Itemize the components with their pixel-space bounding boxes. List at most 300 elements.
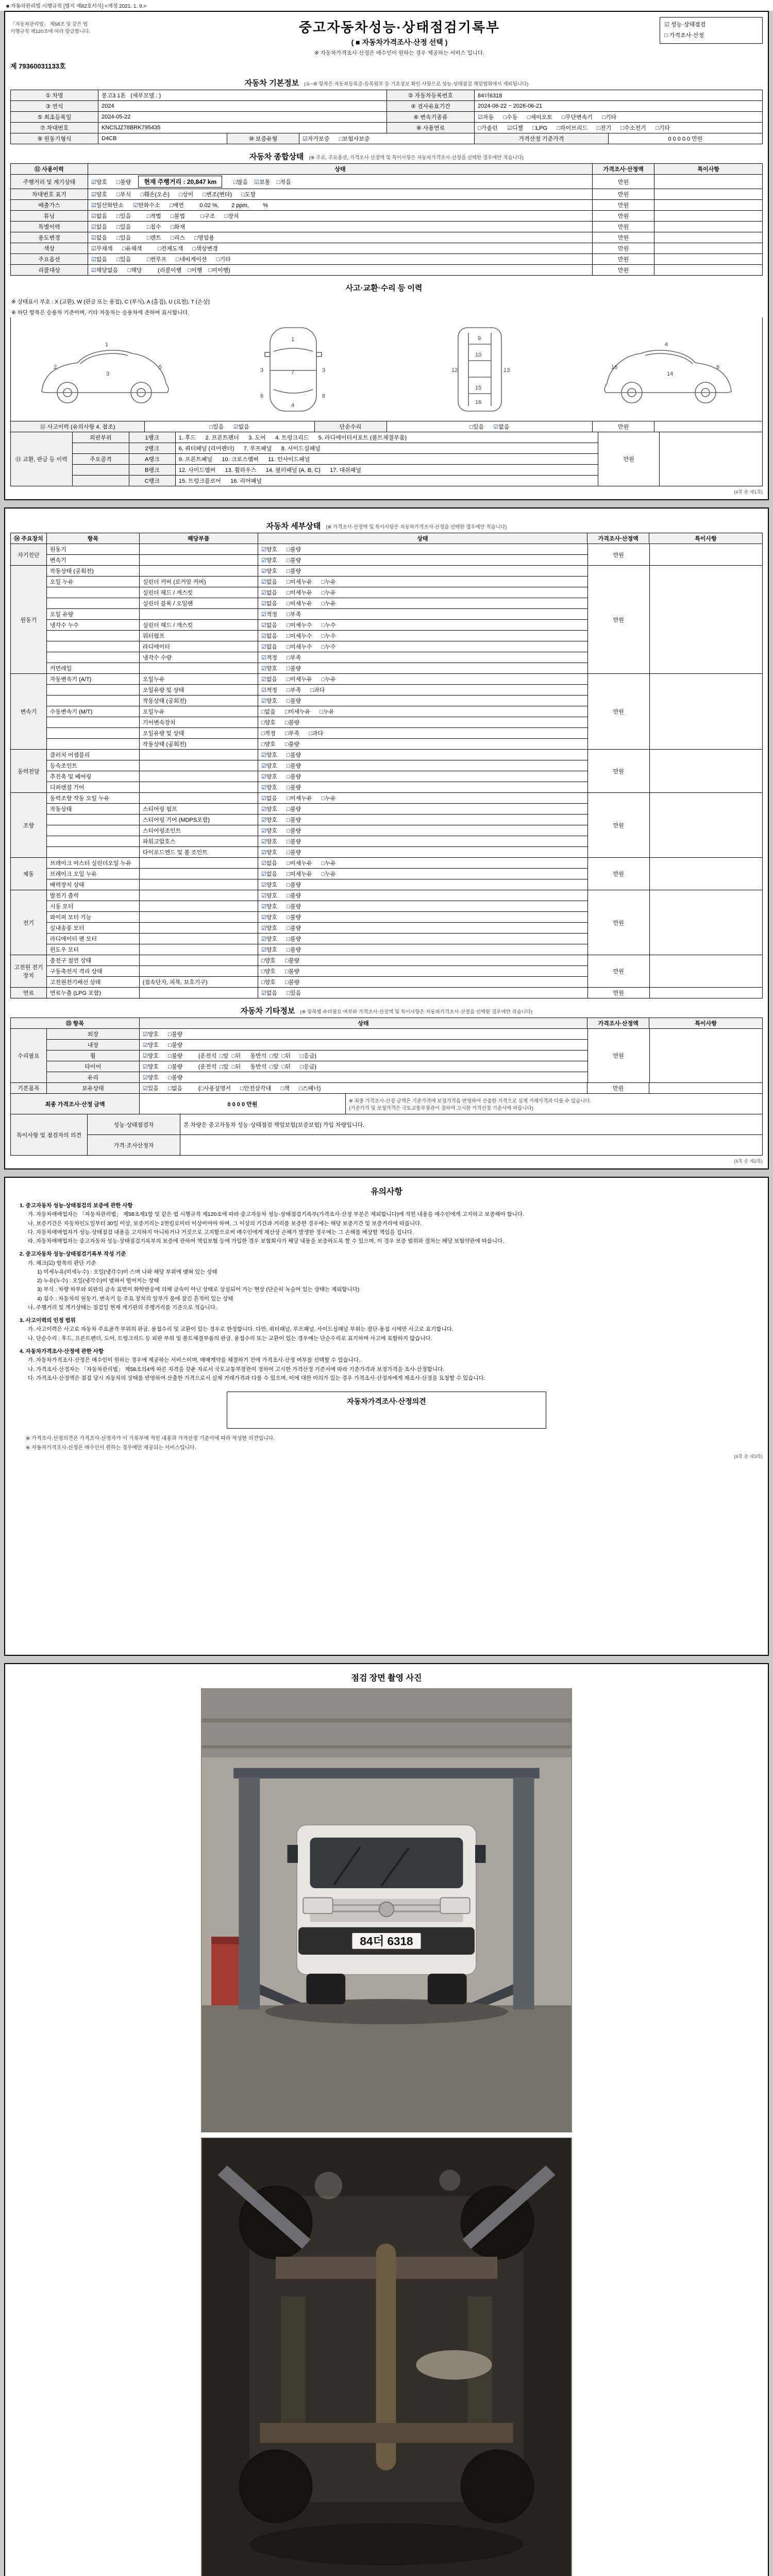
item-label: 원동기: [47, 544, 140, 555]
part-label: [140, 869, 258, 879]
repair-row: [47, 1061, 588, 1072]
notice-paragraph: 3. 사고이력의 인정 범위: [20, 1317, 76, 1324]
column-header: 가격조사·산정액: [587, 533, 649, 544]
part-label: [140, 934, 258, 944]
svg-text:16: 16: [475, 399, 482, 405]
svg-text:7: 7: [291, 369, 294, 376]
row-label: 색상: [11, 243, 88, 254]
notice-paragraph: 2) 누유(누수) : 오일(냉각수)이 맺혀서 떨어지는 상태: [37, 1278, 159, 1284]
inspector-opinion-group: [11, 1114, 763, 1156]
device-group-name: 전기: [11, 890, 47, 955]
svg-text:3: 3: [260, 367, 263, 374]
device-group: [11, 858, 763, 890]
document-number: 제 79360031133호: [10, 62, 66, 70]
row-label: 튜닝: [11, 211, 88, 222]
item-label: 라디에이터 팬 모터: [47, 934, 140, 944]
legend-checkbox-row: ☑ 성능·상태점검: [664, 22, 706, 28]
state-options: ☑ 양호 □불량: [258, 944, 588, 955]
car-diagrams: [10, 317, 763, 421]
rank-label: B랭크: [129, 465, 176, 476]
state-options: ☑ 양호 □불량: [258, 912, 588, 923]
device-row: [47, 750, 588, 760]
item-label: [47, 652, 140, 663]
notice-post-lines: [10, 1434, 763, 1451]
price-cell: 만원: [593, 232, 654, 243]
item-label: 오일 누유: [47, 577, 140, 587]
mileage-options: ☑양호 □불량: [91, 179, 131, 185]
page-mark: (4쪽 중 제3쪽): [734, 1454, 763, 1460]
note-cell: [650, 793, 763, 858]
price-cell: 만원: [593, 200, 654, 211]
document-title: 중고자동차성능·상태점검기록부: [298, 20, 500, 35]
state-options: ☑ 양호 □불량: [140, 1029, 588, 1040]
price-cell: 만원: [588, 566, 650, 674]
device-row: [47, 869, 588, 879]
page-mark: (4쪽 중 제2쪽): [734, 1159, 763, 1164]
device-row: [47, 706, 588, 717]
state-options: ☑ 양호 □불량: [258, 696, 588, 706]
state-options: ☑ 양호 □불량: [258, 544, 588, 555]
part-label: 작동상태 (공회전): [140, 696, 258, 706]
opinion-row: [88, 1114, 763, 1135]
item-label: [47, 836, 140, 847]
device-row: [47, 760, 588, 771]
price-cell: 만원: [588, 988, 650, 998]
price-cell: 만원: [588, 955, 650, 988]
header-left-line: 「자동차관리법」 제58조 및 같은 법: [10, 22, 88, 27]
notice-paragraph: 가. 사고이력은 사고로 자동차 주요골격 부위의 판금, 용접수리 및 교환이 있는 경우로 한정합니다. 다만, 쿼터패널, 루프패널, 사이드실패널 부위는 절단·용접 시에만 사고로 표기합니다.: [28, 1326, 453, 1333]
part-label: [140, 988, 258, 998]
state-options: ☑ 없음 □미세누유 □누유: [258, 858, 588, 869]
item-label: [47, 847, 140, 858]
device-row: [47, 544, 588, 555]
part-group-label: 주요골격: [73, 454, 129, 465]
state-options: ☑ 양호 □불량: [140, 1072, 588, 1083]
rank-label: 1랭크: [129, 432, 176, 443]
device-row: [47, 912, 588, 923]
device-row: [47, 944, 588, 955]
note-cell: [650, 955, 763, 988]
price-cell: 만원: [588, 544, 650, 566]
rank-label: A랭크: [129, 454, 176, 465]
device-group-rows: [47, 544, 588, 566]
device-row: [47, 739, 588, 750]
state-options: ☑ 일산화탄소 ☑ 탄화수소 □매연 0.02 %, 2 ppm, %: [88, 200, 593, 211]
svg-text:8: 8: [322, 393, 325, 399]
note-cell: [654, 265, 763, 276]
state-options: ☑ 양호 □불량: [258, 782, 588, 793]
state-options: ☑ 양호 □불량: [258, 760, 588, 771]
notice-paragraph: 나. 주행거리 및 계기상태는 점검일 현재 계기판의 주행거리를 기준으로 적습니다.: [28, 1304, 217, 1311]
svg-text:2: 2: [54, 364, 57, 370]
device-row: [47, 771, 588, 782]
part-label: [140, 566, 258, 577]
device-group-rows: [47, 890, 588, 955]
opinion-group-label: 특이사항 및 점검자의 의견: [11, 1114, 88, 1156]
part-label: [140, 663, 258, 674]
mileage-state-cell: [88, 175, 593, 189]
rank-label: 2랭크: [129, 443, 176, 454]
price-cell: 만원: [588, 1029, 650, 1083]
device-group-name: 제동: [11, 858, 47, 890]
column-header: 항목: [47, 533, 140, 544]
repair-needed-group: [11, 1029, 763, 1083]
device-row: [47, 804, 588, 815]
state-options: ☑ 양호 □불량 (운전석 □앞 □뒤 동반석 □앞 □뒤 □응급): [140, 1050, 588, 1061]
section-detail-title: 자동차 세부상태 (※ 가격조사·산정액 및 특이사항은 자동차가격조사·산정을 선택한 경우에만 적습니다): [266, 522, 507, 531]
device-row: [47, 847, 588, 858]
note-cell: [650, 544, 763, 566]
overall-row: [11, 200, 763, 211]
item-label: [47, 696, 140, 706]
device-group-rows: [47, 858, 588, 890]
item-label: [47, 631, 140, 641]
device-group-rows: [47, 988, 588, 998]
device-group: [11, 793, 763, 858]
sheet-page-3: [4, 1177, 769, 1656]
item-label: 배력장치 상태: [47, 879, 140, 890]
state-options: ☑ 해당없음 □해당 (리콜이행 □이행 □미이행): [88, 265, 593, 276]
state-options: ☑ 양호 □불량: [258, 750, 588, 760]
state-options: ☑ 양호 □불량 (운전석 □앞 □뒤 동반석 □앞 □뒤 □응급): [140, 1061, 588, 1072]
opinion-row: [88, 1135, 763, 1156]
field-label: ⑦ 차대번호: [11, 123, 98, 133]
base-price-value: 0 0 0 0 0 만원: [609, 133, 763, 144]
item-label: 유리: [47, 1072, 140, 1083]
overall-rows: [11, 189, 763, 276]
price-cell: 만원: [593, 254, 654, 265]
column-header: 특이사항: [649, 1018, 763, 1029]
detail-groups: [11, 544, 763, 998]
sheet-photos: [4, 1663, 769, 2576]
header-legend-box: [660, 17, 763, 44]
notice-title: 유의사항: [371, 1188, 402, 1196]
device-row: [47, 641, 588, 652]
overall-row: [11, 232, 763, 243]
column-header: 특이사항: [654, 164, 763, 175]
part-label: [140, 609, 258, 620]
note-cell: [654, 232, 763, 243]
device-group-rows: [47, 566, 588, 674]
item-label: [47, 728, 140, 739]
item-label: [47, 825, 140, 836]
device-row: [47, 858, 588, 869]
part-label: 파워고압호스: [140, 836, 258, 847]
repair-row: [47, 1050, 588, 1061]
item-label: 휠: [47, 1050, 140, 1061]
device-group-name: 원동기: [11, 566, 47, 674]
part-label: 실린더 헤드 / 개스킷: [140, 587, 258, 598]
state-options: ☑ 양호 □불량: [258, 890, 588, 901]
state-options: ☑ 있음 □없음 (□사용설명서 □안전삼각대 □잭 □스패너): [140, 1083, 587, 1094]
device-row: [47, 825, 588, 836]
section-accident-title: 사고·교환·수리 등 이력: [345, 284, 423, 293]
note-cell: [650, 858, 763, 890]
header-left-note: [10, 17, 139, 57]
state-options: ☑ 양호 □불량: [258, 901, 588, 912]
state-options: ☑ 없음 □있음 □렌트 □리스 □영업용: [88, 232, 593, 243]
notice-paragraph: 4) 침수 : 자동차의 원동기, 변속기 등 주요 장치의 일부가 물에 잠긴 흔적이 있는 상태: [37, 1295, 233, 1302]
field-label: 가격산정 기준가격: [475, 133, 609, 144]
part-label: 라디에이터: [140, 641, 258, 652]
item-label: 충전구 절연 상태: [47, 955, 140, 966]
device-group: [11, 544, 763, 566]
device-row: [47, 815, 588, 825]
state-options: ☑ 양호 □불량: [140, 1040, 588, 1050]
sheet-page-1: [4, 11, 769, 500]
note-cell: [654, 189, 763, 200]
item-label: 추진축 및 베어링: [47, 771, 140, 782]
note-cell: [650, 890, 763, 955]
notice-paragraph: 라. 자동차매매업자는 중고자동차 성능·상태점검기록부의 보증에 관하여 책임보험 등에 가입한 경우 보험회사가 해당 내용을 보증하도록 할 수 있으며, 이 경우 보증 범위와 절차는 해당 보험약관에 따릅니다.: [28, 1238, 505, 1245]
notice-post-line: ※ 자동차가격조사·산정은 매수인이 원하는 경우에만 제공되는 서비스입니다.: [26, 1445, 196, 1451]
item-label: [47, 739, 140, 750]
rank-parts: 12. 사이드멤버 13. 휠하우스 14. 필러패널 (A, B, C) 17. 대쉬패널: [176, 465, 598, 476]
item-label: 자동변속기 (A/T): [47, 674, 140, 685]
state-options: ☑ 양호 □불량: [258, 804, 588, 815]
state-options: ☑ 적정 □부족: [258, 609, 588, 620]
etc-info-table: [10, 1018, 763, 1156]
part-label: [140, 879, 258, 890]
price-cell: 만원: [588, 793, 650, 858]
item-label: 구동축전지 격리 상태: [47, 966, 140, 977]
device-row: [47, 631, 588, 641]
overall-row: [11, 265, 763, 276]
current-mileage-value: 20,847 km: [187, 178, 217, 185]
column-header: 특이사항: [649, 533, 763, 544]
form-reference-note: ■ 자동차관리법 시행규칙 [별지 제82호서식] <개정 2021. 1. 9.>: [0, 0, 773, 11]
state-options: ☑ 양호 □부식 □훼손(오손) □상이 □변조(변타) □도말: [88, 189, 593, 200]
accident-history-label: ⑫ 사고이력 (유의사항 4. 참조): [11, 421, 145, 432]
device-row: [47, 728, 588, 739]
state-options: ☑ 양호 □불량: [258, 555, 588, 566]
part-label: (접속단자, 피복, 보호기구): [140, 977, 258, 988]
accident-history-options: □있음 ☑ 없음: [145, 421, 315, 432]
mileage-level-options: □많음 ☑보통 □적음: [233, 179, 291, 185]
notice-paragraph: 다. 가격조사·산정액은 점검 당시 자동차의 상태를 반영하여 산출한 가격으로서 실제 거래가격과 다를 수 있으며, 이에 대한 이의가 있는 경우 가격조사·산정자에게 재조사·산정을 요청할 수 있습니다.: [28, 1375, 485, 1381]
item-label: 냉각수 누수: [47, 620, 140, 631]
section-basic-title: 자동차 기본정보 (①~⑩ 항목은 자동차등록증·등록원부 등 기초정보 확인 사항으로 성능·상태점검 책임범위에서 제외됩니다): [244, 79, 529, 88]
price-cell: 만원: [593, 175, 654, 189]
vehicle-name: 봉고3 1톤 (세부모델 : ): [98, 90, 387, 101]
device-group: [11, 750, 763, 793]
exchange-rank-row: [73, 443, 598, 454]
note-cell: [654, 175, 763, 189]
price-cell: 만원: [593, 421, 654, 432]
price-cell: 만원: [593, 211, 654, 222]
device-row: [47, 934, 588, 944]
svg-text:6: 6: [260, 393, 263, 399]
state-options: ☑ 없음 □있음 □침수 □화재: [88, 222, 593, 232]
exchange-rank-row: [73, 454, 598, 465]
svg-text:16: 16: [611, 364, 617, 370]
state-options: ☑ 없음 □있음 □썬루프 □네비게이션 □기타: [88, 254, 593, 265]
exchange-history-group: [11, 432, 763, 486]
sheet-page-2: [4, 507, 769, 1170]
exchange-rank-rows: [73, 432, 598, 486]
car-diagram-front-side: [29, 321, 183, 417]
exchange-history-label: ⑬ 교환, 판금 등 이력: [11, 432, 73, 486]
device-row: [47, 620, 588, 631]
column-header: 가격조사·산정액: [593, 164, 654, 175]
state-options: ☑ 양호 □불량: [258, 847, 588, 858]
part-label: 작동상태 (공회전): [140, 739, 258, 750]
field-label: ⑤ 최초등록일: [11, 112, 98, 123]
note-cell: [650, 566, 763, 674]
device-row: [47, 977, 588, 988]
transmission-type-options: ☑ 자동 □수동 □세미오토 □무단변속기 □기타: [475, 112, 763, 123]
item-label: 와이퍼 모터 기능: [47, 912, 140, 923]
state-mark-legend2: ※ 하단 항목은 승용차 기준이며, 기타 자동차는 승용차에 준하여 표시합니다.: [11, 310, 190, 316]
simple-repair-label: 단순수리: [315, 421, 387, 432]
state-options: ☑ 없음 □미세누유 □누유: [258, 674, 588, 685]
repair-row: [47, 1029, 588, 1040]
warranty-type-options: ☑ 자가보증 □보험사보증: [299, 133, 475, 144]
state-options: ☑ 양호 □불량: [258, 825, 588, 836]
registration-number: 84더6318: [475, 90, 763, 101]
state-options: ☑ 양호 □불량: [258, 815, 588, 825]
row-label: 차대번호 표기: [11, 189, 88, 200]
device-group-name: 고전원 전기장치: [11, 955, 47, 988]
overall-row: [11, 222, 763, 232]
rank-parts: 15. 트렁크플로어 16. 리어패널: [176, 476, 598, 486]
device-row: [47, 836, 588, 847]
row-label: 리콜대상: [11, 265, 88, 276]
overall-row: [11, 254, 763, 265]
part-label: [140, 966, 258, 977]
state-options: □양호 □불량: [258, 739, 588, 750]
item-label: 등속조인트: [47, 760, 140, 771]
photos-title: 점검 장면 촬영 사진: [351, 1674, 422, 1683]
row-label: 특별이력: [11, 222, 88, 232]
overall-row: [11, 211, 763, 222]
document-subtitle: ( ■ 자동차가격조사·산정 선택 ): [351, 38, 448, 46]
legend-checkbox-row: □ 가격조사·산정: [664, 32, 704, 39]
item-label: [47, 815, 140, 825]
header-center: [139, 17, 660, 57]
device-row: [47, 955, 588, 966]
field-label: ⑥ 변속기종류: [387, 112, 475, 123]
device-row: [47, 901, 588, 912]
device-group-name: 변속기: [11, 674, 47, 750]
part-label: [140, 923, 258, 934]
field-label: ⑩ 보증유형: [227, 133, 299, 144]
notice-paragraph: 1) 미세누유(미세누수) : 오일(냉각수)이 스며 나와 해당 부위에 맺혀 있는 상태: [37, 1268, 217, 1275]
part-label: 타이로드엔드 및 볼 조인트: [140, 847, 258, 858]
state-options: ☑ 양호 □불량: [258, 923, 588, 934]
note-cell: [650, 750, 763, 793]
note-cell: [654, 254, 763, 265]
notice-paragraph: 가. 자동차가격조사·산정은 매수인이 원하는 경우에 제공하는 서비스이며, 매매계약을 체결하기 전에 가격조사·산정 여부를 선택할 수 있습니다.: [28, 1357, 360, 1364]
state-options: ☑ 없음 □있음: [258, 988, 588, 998]
detail-state-table: [10, 533, 763, 998]
part-label: [140, 771, 258, 782]
device-group-rows: [47, 793, 588, 858]
item-label: 클러치 어셈블리: [47, 750, 140, 760]
state-options: □양호 □불량: [258, 717, 588, 728]
rank-parts: 6. 쿼터패널 (리어펜더) 7. 루프패널 8. 사이드실패널: [176, 443, 598, 454]
exchange-rank-row: [73, 476, 598, 486]
state-mark-legend: ※ 상태표시 부호 : X (교환), W (판금 또는 용접), C (부식), A (흠집), U (요철), T (손상): [11, 299, 210, 305]
device-row: [47, 782, 588, 793]
final-price-note: ※ 최종 가격조사·산정 금액은 기준가격에 보정가격을 반영하여 산출한 가격으로 실제 거래가격과 다를 수 있습니다. (기준가격 및 보정가격은 국토교통부장관이 정하여 고시한 가격산정 기준서에 따릅니다): [346, 1094, 763, 1114]
repair-row: [47, 1072, 588, 1083]
part-label: 기어변속장치: [140, 717, 258, 728]
column-header: 해당부품: [140, 533, 258, 544]
item-label: [47, 587, 140, 598]
car-diagram-rear-side: [590, 321, 744, 417]
device-row: [47, 609, 588, 620]
device-row: [47, 663, 588, 674]
column-header: ⑪ 사용이력: [11, 164, 88, 175]
notice-post-line: ※ 가격조사·산정의견은 가격조사·산정자가 이 기록부에 적힌 내용과 가격산정 기준서에 따라 작성한 의견입니다.: [26, 1436, 275, 1442]
opinion-text: [180, 1135, 763, 1156]
item-label: 브레이크 마스터 실린더오일 누유: [47, 858, 140, 869]
field-label: ⑧ 사용연료: [387, 123, 475, 133]
notice-paragraphs: [10, 1201, 763, 1382]
part-label: 냉각수 수량: [140, 652, 258, 663]
device-group: [11, 955, 763, 988]
item-label: 커먼레일: [47, 663, 140, 674]
part-label: [140, 544, 258, 555]
section-overall-title: 자동차 종합상태 (※ 주요, 주요옵션, 가격조사·산정액 및 특이사항은 자동차가격조사·산정을 선택한 경우에만 적습니다): [249, 152, 524, 161]
field-label: ④ 검사유효기간: [387, 101, 475, 112]
device-group: [11, 890, 763, 955]
svg-text:14: 14: [666, 371, 673, 377]
device-row: [47, 890, 588, 901]
part-label: [140, 912, 258, 923]
state-options: □없음 □미세누유 □누유: [258, 706, 588, 717]
part-label: 스티어링 펌프: [140, 804, 258, 815]
note-cell: [654, 243, 763, 254]
svg-text:9: 9: [478, 335, 481, 342]
item-label: 윈도우 모터: [47, 944, 140, 955]
opinion-author-label: 가격·조사산정자: [88, 1135, 180, 1156]
car-diagram-top: [216, 321, 371, 417]
svg-text:4: 4: [291, 402, 294, 409]
part-label: [140, 955, 258, 966]
item-label: 내장: [47, 1040, 140, 1050]
part-label: [140, 901, 258, 912]
item-label: 외장: [47, 1029, 140, 1040]
model-year: 2024: [98, 101, 387, 112]
svg-text:1: 1: [105, 342, 109, 348]
device-row: [47, 685, 588, 696]
item-label: [47, 717, 140, 728]
basic-info-table: [10, 90, 763, 144]
part-label: [140, 750, 258, 760]
device-row: [47, 587, 588, 598]
part-group-label: [73, 443, 129, 454]
part-label: [140, 793, 258, 804]
notice-paragraph: 3) 부식 : 차량 하부와 외판의 금속 표면이 화학반응에 의해 금속이 아닌 상태로 상실되어 가는 현상 (단순히 녹슬어 있는 상태는 제외합니다): [37, 1286, 360, 1293]
device-group-name: 조향: [11, 793, 47, 858]
document-header: [10, 17, 763, 57]
engine-type: D4CB: [98, 133, 227, 144]
notice-paragraph: 나. 단순수리 : 후드, 프론트펜더, 도어, 트렁크리드 등 외판 부위 및 볼트체결부품의 판금, 용접수리 또는 교환이 있는 경우에는 단순수리로 표기하며 사고에 포함하지 않습니다.: [28, 1335, 432, 1342]
item-label: [47, 598, 140, 609]
device-group: [11, 988, 763, 998]
state-options: □양호 □불량: [258, 955, 588, 966]
price-opinion-box: [227, 1392, 546, 1429]
part-label: 워터펌프: [140, 631, 258, 641]
document-note: ※ 자동차가격조사·산정은 매수인이 원하는 경우 제공하는 서비스 입니다.: [314, 50, 484, 56]
item-label: 고전원전기배선 상태: [47, 977, 140, 988]
state-options: ☑ 무채색 □유채색 □전체도색 □색상변경: [88, 243, 593, 254]
repair-rows: [47, 1029, 588, 1083]
overall-state-table: [10, 163, 763, 276]
column-header: 가격조사·산정액: [587, 1018, 649, 1029]
